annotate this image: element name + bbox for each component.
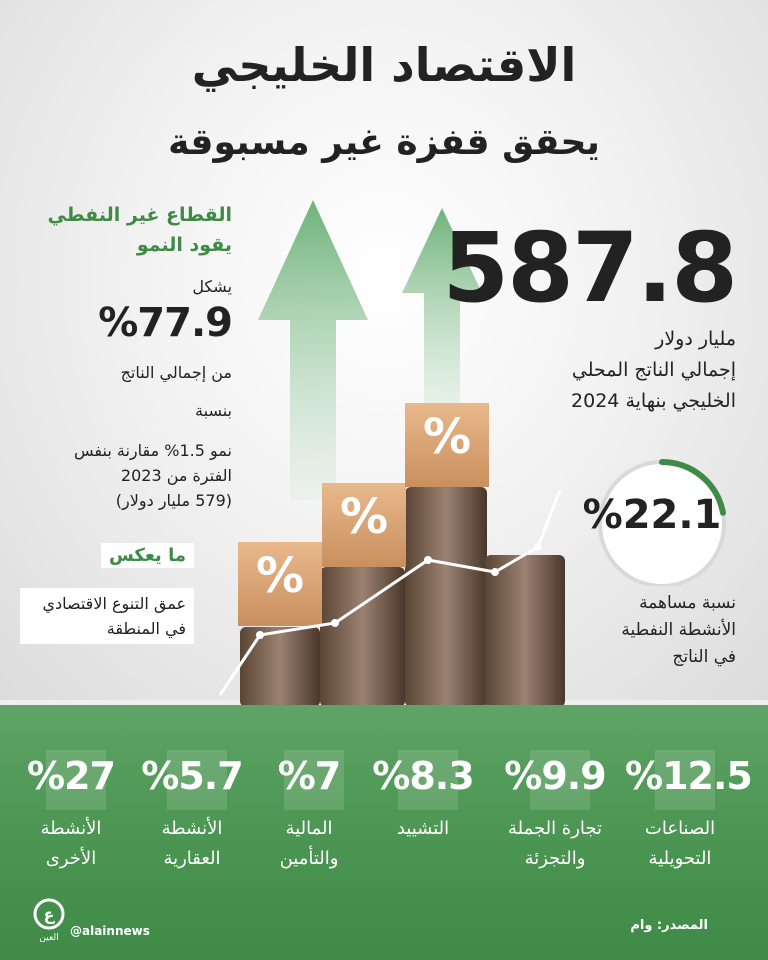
non-oil-growth-line1: نمو 1.5% مقارنة بنفس	[74, 441, 232, 460]
oil-share-value: %22.1	[582, 492, 722, 538]
sector-label-line1: تجارة الجملة	[507, 818, 603, 839]
oil-line1: نسبة مساهمة	[639, 593, 736, 613]
non-oil-growth-line3: (579 مليار دولار)	[115, 491, 232, 510]
trend-point	[331, 619, 339, 627]
page-title: الاقتصاد الخليجي	[191, 38, 577, 92]
coin-stack	[485, 555, 565, 707]
sector-label-line1: المالية	[285, 818, 333, 839]
non-oil-forms: يشكل	[192, 277, 232, 296]
cube-percent-3: %	[422, 409, 472, 465]
source-note: المصدر: وام	[630, 918, 708, 933]
trend-point	[256, 631, 264, 639]
reflects-tag: ما يعكس	[101, 543, 194, 568]
sector-trade	[500, 740, 610, 890]
reflects-text	[20, 588, 194, 644]
sector-label-line1: الصناعات	[644, 818, 716, 839]
gdp-unit: مليار دولار	[655, 328, 736, 350]
sector-label-line2: والتأمين	[279, 848, 339, 869]
sector-label-line1: الأنشطة	[161, 818, 223, 839]
sector-finance	[254, 740, 364, 890]
sector-label	[500, 814, 610, 874]
sector-label	[368, 814, 478, 844]
non-oil-by-rate: بنسبة	[195, 401, 232, 420]
reflects-line1: عمق التنوع الاقتصادي	[42, 594, 186, 613]
non-oil-headline-line1: القطاع غير النفطي	[47, 204, 232, 226]
sector-value: %9.9	[504, 754, 606, 798]
oil-line3: في الناتج	[672, 647, 736, 667]
cube-percent-2: %	[339, 489, 389, 545]
sector-other	[16, 740, 126, 890]
sector-label-line1: التشييد	[396, 818, 450, 839]
non-oil-headline	[22, 200, 232, 260]
sector-value: %5.7	[141, 754, 243, 798]
sector-real-estate	[137, 740, 247, 890]
sector-label-line2: العقارية	[163, 848, 221, 869]
sector-label-line2: الأخرى	[45, 848, 97, 869]
sector-value: %8.3	[372, 754, 474, 798]
trend-point	[534, 543, 542, 551]
sector-manufacturing	[625, 740, 752, 890]
sector-value: %7	[277, 754, 341, 798]
gdp-line2: الخليجي بنهاية 2024	[571, 390, 736, 412]
sector-label	[16, 814, 126, 874]
alain-logo-icon	[30, 898, 68, 942]
social-handle[interactable]: @alainnews	[70, 924, 150, 938]
sector-label-line1: الأنشطة	[40, 818, 102, 839]
non-oil-headline-line2: يقود النمو	[136, 234, 232, 256]
sector-label-line2: والتجزئة	[524, 848, 586, 869]
oil-caption	[576, 590, 736, 671]
sector-value: %27	[27, 754, 115, 798]
trend-point	[491, 568, 499, 576]
sector-label	[254, 814, 364, 874]
non-oil-share: %77.9	[98, 300, 232, 346]
gdp-value: 587.8	[442, 212, 736, 324]
coin-stack	[240, 627, 320, 707]
non-oil-growth-line2: الفترة من 2023	[120, 466, 232, 485]
cube-percent-1: %	[255, 548, 305, 604]
page-subtitle: يحقق قفزة غير مسبوقة	[168, 122, 600, 163]
sector-label	[625, 814, 735, 874]
reflects-line2: في المنطقة	[106, 619, 186, 638]
logo-text: العين	[39, 933, 59, 942]
gdp-line1: إجمالي الناتج المحلي	[571, 359, 736, 381]
sector-construction	[368, 740, 478, 890]
coin-stack	[320, 567, 405, 707]
trend-point	[424, 556, 432, 564]
sector-label-line2: التحويلية	[648, 848, 712, 869]
sector-value: %12.5	[625, 754, 752, 798]
svg-text:ع: ع	[43, 905, 55, 924]
coin-stack	[405, 487, 487, 707]
oil-line2: الأنشطة النفطية	[621, 620, 736, 640]
sector-label	[137, 814, 247, 874]
non-oil-of-gdp: من إجمالي الناتج	[120, 363, 232, 382]
